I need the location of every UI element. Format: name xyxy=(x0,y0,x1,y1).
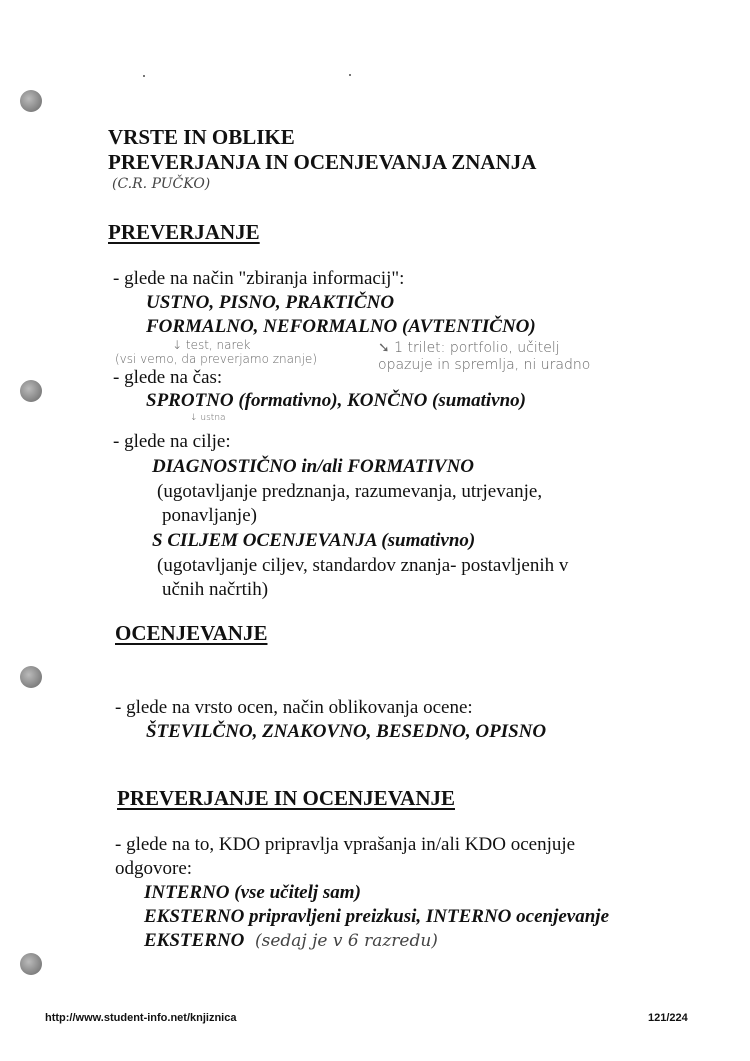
footer-url: http://www.student-info.net/knjiznica xyxy=(45,1012,237,1024)
handwritten-note: ➘ 1 trilet: portfolio, učitelj xyxy=(378,340,560,356)
desc-goals-2a: (ugotavljanje ciljev, standardov znanja- postavljenih v xyxy=(157,555,569,576)
item-external-internal: EKSTERNO pripravljeni preizkusi, INTERNO ocenjevanje xyxy=(144,906,609,927)
criteria-grades: - glede na vrsto ocen, način oblikovanja ocene: xyxy=(115,697,473,718)
item-external: EKSTERNO xyxy=(144,930,245,951)
types-goals-2: S CILJEM OCENJEVANJA (sumativno) xyxy=(152,530,476,551)
author-note: (C.R. PUČKO) xyxy=(112,176,211,192)
handwritten-note: ↓ test, narek xyxy=(172,338,251,352)
punch-hole xyxy=(20,90,42,112)
item-internal: INTERNO (vse učitelj sam) xyxy=(144,882,361,903)
title-line2: PREVERJANJA IN OCENJEVANJA ZNANJA xyxy=(108,150,537,174)
desc-goals-1b: ponavljanje) xyxy=(162,505,257,526)
criteria-method: - glede na način "zbiranja informacij": xyxy=(113,268,405,289)
heading-preverjanje: PREVERJANJE xyxy=(108,220,260,244)
handwritten-note: ↓ ustna xyxy=(190,413,226,423)
criteria-who-1: - glede na to, KDO pripravlja vprašanja in/ali KDO ocenjuje xyxy=(115,834,576,855)
handwritten-note: (vsi vemo, da preverjamo znanje) xyxy=(115,352,317,366)
punch-hole xyxy=(20,380,42,402)
page-number: 121/224 xyxy=(648,1012,688,1024)
criteria-who-2: odgovore: xyxy=(115,858,193,879)
desc-goals-2b: učnih načrtih) xyxy=(162,579,269,600)
punch-hole xyxy=(20,666,42,688)
types-method-1: USTNO, PISNO, PRAKTIČNO xyxy=(146,292,395,313)
criteria-time: - glede na čas: xyxy=(113,367,223,388)
types-time: SPROTNO (formativno), KONČNO (sumativno) xyxy=(146,390,527,411)
types-goals-1: DIAGNOSTIČNO in/ali FORMATIVNO xyxy=(152,456,475,477)
handwritten-note: (sedaj je v 6 razredu) xyxy=(255,931,438,951)
title-line1: VRSTE IN OBLIKE xyxy=(108,125,295,149)
punch-hole xyxy=(20,953,42,975)
criteria-goals: - glede na cilje: xyxy=(113,431,231,452)
heading-preverjanje-ocenjevanje: PREVERJANJE IN OCENJEVANJE xyxy=(117,786,455,810)
scan-speck xyxy=(143,75,145,77)
desc-goals-1a: (ugotavljanje predznanja, razumevanja, utrjevanje, xyxy=(157,481,543,502)
heading-ocenjevanje: OCENJEVANJE xyxy=(115,621,268,645)
handwritten-note: opazuje in spremlja, ni uradno xyxy=(378,357,591,373)
types-grades: ŠTEVILČNO, ZNAKOVNO, BESEDNO, OPISNO xyxy=(146,721,547,742)
types-method-2: FORMALNO, NEFORMALNO (AVTENTIČNO) xyxy=(146,316,536,337)
scan-speck xyxy=(349,74,351,76)
